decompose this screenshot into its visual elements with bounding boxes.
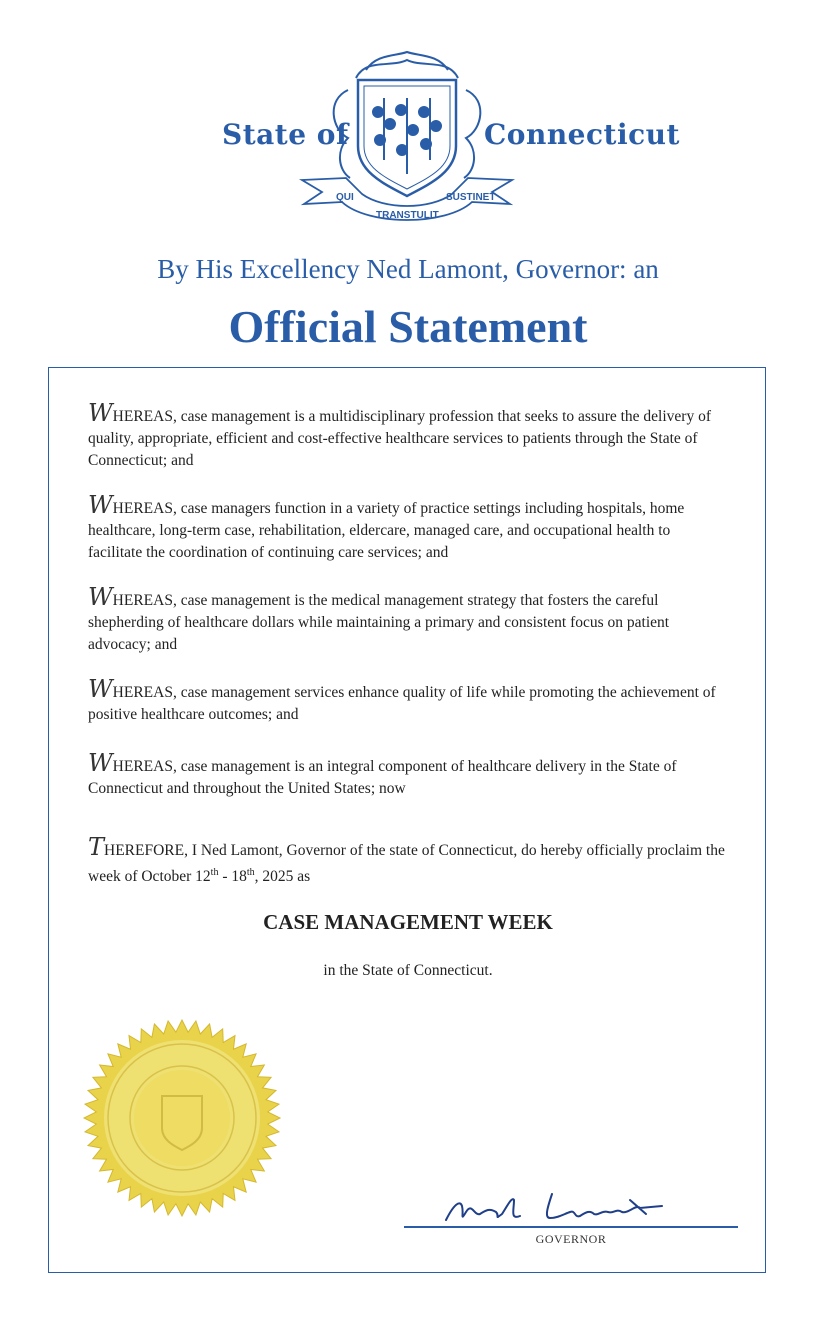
- page-title: Official Statement: [228, 301, 588, 352]
- paragraph-text: HEREAS, case management is a multidisciplinary profession that seeks to assure the delivery of quality, appropriate, efficient and cost-effective healthcare services to patients through the State of Connecticut; and: [88, 408, 711, 469]
- drop-cap: W: [88, 675, 113, 703]
- governor-title: GOVERNOR: [535, 1232, 607, 1246]
- therefore-text-a: HEREFORE, I Ned Lamont, Governor of the state of Connecticut, do hereby officially proclaim the week of October 12: [88, 842, 725, 886]
- signature-line: [404, 1226, 738, 1228]
- ordinal-suffix-2: th: [246, 867, 255, 878]
- motto-word-1: QUI: [336, 192, 354, 203]
- motto-word-2: TRANSTULIT: [376, 210, 439, 221]
- whereas-paragraph-4: [88, 675, 728, 726]
- ordinal-suffix-1: th: [210, 867, 219, 878]
- drop-cap: W: [88, 399, 113, 427]
- header-state-left: State of: [222, 118, 349, 151]
- byline: By His Excellency Ned Lamont, Governor: an: [157, 254, 659, 284]
- therefore-text-c: , 2025 as: [254, 868, 311, 886]
- drop-cap: W: [88, 749, 113, 777]
- drop-cap: W: [88, 491, 113, 519]
- paragraph-text: HEREAS, case management services enhance quality of life while promoting the achievement of positive healthcare outcomes; and: [88, 684, 716, 723]
- paragraph-text: HEREAS, case management is the medical management strategy that fosters the careful shepherding of healthcare dollars while maintaining a primary and consistent focus on patient advocacy; and: [88, 592, 670, 653]
- motto-word-3: SUSTINET: [446, 192, 496, 203]
- header-state-right: Connecticut: [484, 118, 680, 151]
- paragraph-text: HEREAS, case management is an integral component of healthcare delivery in the State of Connecticut and throughout the United States; now: [88, 758, 677, 797]
- proclamation-title: CASE MANAGEMENT WEEK: [263, 910, 553, 934]
- proclamation-place: in the State of Connecticut.: [323, 962, 493, 979]
- gold-seal-icon: [82, 1018, 282, 1218]
- whereas-paragraph-5: [88, 749, 728, 800]
- therefore-paragraph: [88, 833, 728, 888]
- paragraph-text: HEREAS, case managers function in a variety of practice settings including hospitals, home healthcare, long-term case, rehabilitation, eldercare, managed care, and occupational health to facilitate the coordination of continuing care services; and: [88, 500, 685, 561]
- drop-cap: W: [88, 583, 113, 611]
- whereas-paragraph-3: [88, 583, 728, 656]
- therefore-text-b: - 18: [218, 868, 247, 886]
- drop-cap: T: [88, 833, 105, 861]
- whereas-paragraph-2: [88, 491, 728, 564]
- whereas-paragraph-1: [88, 399, 728, 472]
